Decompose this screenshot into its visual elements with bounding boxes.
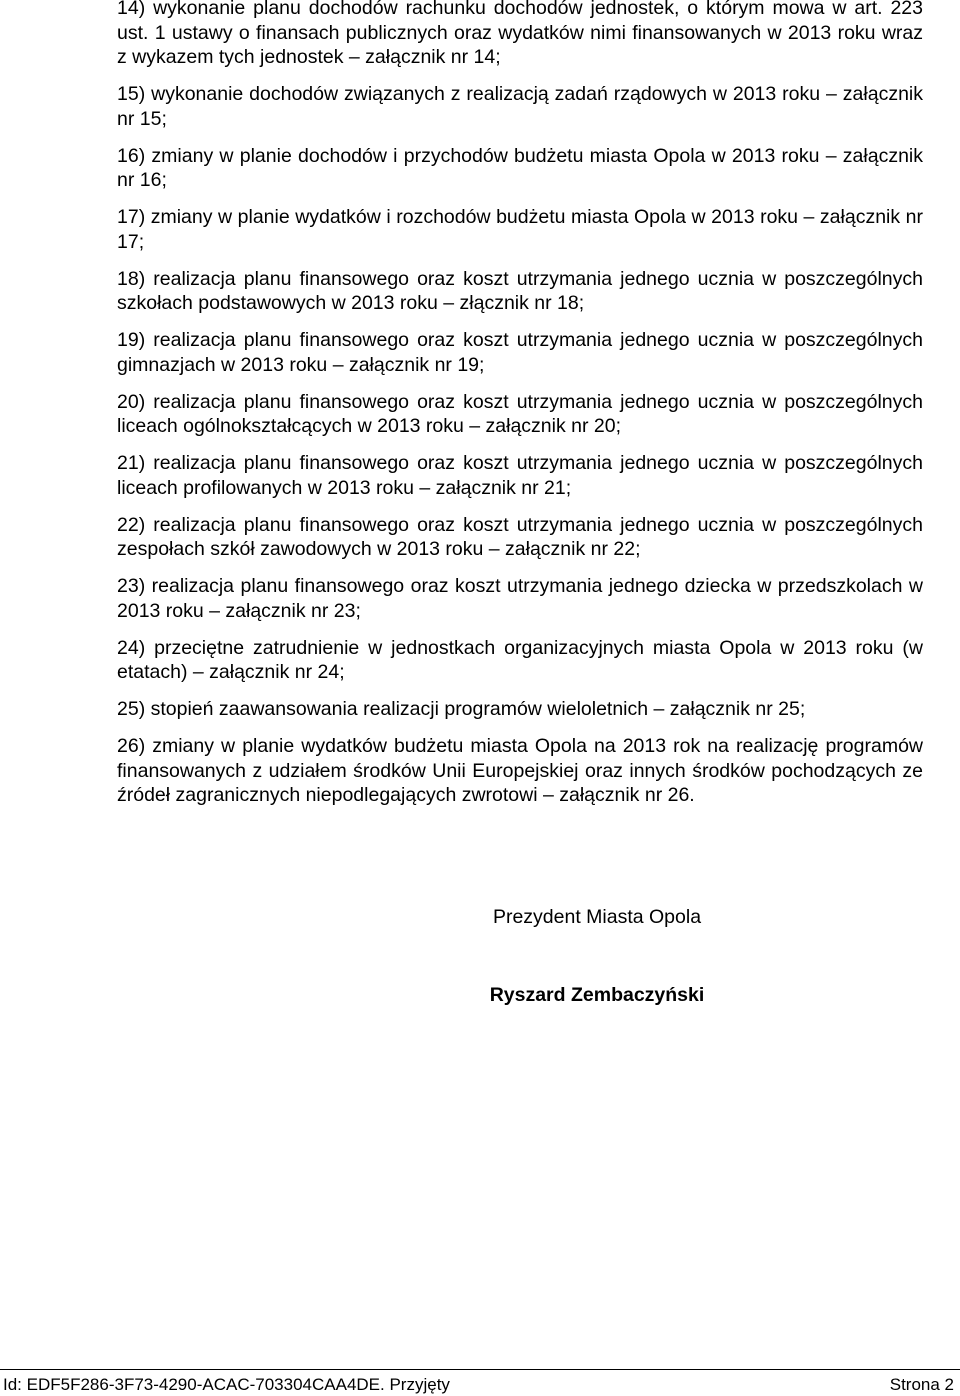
list-item-14: 14) wykonanie planu dochodów rachunku dochodów jednostek, o którym mowa w art. 223 ust. 1 ustawy o finansach publicznych oraz wydatków nimi finansowanych w 2013 roku wraz z wykazem tych jednostek – załącznik nr 14; [117,0,923,68]
document-id: Id: EDF5F286-3F73-4290-ACAC-703304CAA4DE. Przyjęty [3,1375,450,1394]
list-item-19: 19) realizacja planu finansowego oraz koszt utrzymania jednego ucznia w poszczególnych gimnazjach w 2013 roku – załącznik nr 19; [117,329,923,376]
signature-title: Prezydent Miasta Opola [492,906,702,928]
list-item-20: 20) realizacja planu finansowego oraz koszt utrzymania jednego ucznia w poszczególnych liceach ogólnokształcących w 2013 roku – załącznik nr 20; [117,390,923,437]
list-item-24: 24) przeciętne zatrudnienie w jednostkach organizacyjnych miasta Opola w 2013 roku (w etatach) – załącznik nr 24; [117,636,923,683]
signature-name: Ryszard Zembaczyński [489,984,705,1006]
list-item-26: 26) zmiany w planie wydatków budżetu miasta Opola na 2013 rok na realizację programów finansowanych z udziałem środków Unii Europejskiej oraz innych środków pochodzących ze źródeł zagranicznych niepodlegających zwrotowi – załącznik nr 26. [117,735,923,806]
document-body [117,0,923,820]
footer-divider [0,1369,960,1370]
list-item-18: 18) realizacja planu finansowego oraz koszt utrzymania jednego ucznia w poszczególnych szkołach podstawowych w 2013 roku – złącznik nr 18; [117,267,923,314]
list-item-15: 15) wykonanie dochodów związanych z realizacją zadań rządowych w 2013 roku – załącznik nr 15; [117,83,923,130]
list-item-21: 21) realizacja planu finansowego oraz koszt utrzymania jednego ucznia w poszczególnych liceach profilowanych w 2013 roku – załącznik nr 21; [117,452,923,499]
list-item-25: 25) stopień zaawansowania realizacji programów wieloletnich – załącznik nr 25; [117,698,806,720]
list-item-16: 16) zmiany w planie dochodów i przychodów budżetu miasta Opola w 2013 roku – załącznik nr 16; [117,144,923,191]
page-number: Strona 2 [889,1375,954,1394]
list-item-23: 23) realizacja planu finansowego oraz koszt utrzymania jednego dziecka w przedszkolach w 2013 roku – załącznik nr 23; [117,575,923,622]
list-item-22: 22) realizacja planu finansowego oraz koszt utrzymania jednego ucznia w poszczególnych zespołach szkół zawodowych w 2013 roku – załącznik nr 22; [117,513,923,560]
list-item-17: 17) zmiany w planie wydatków i rozchodów budżetu miasta Opola w 2013 roku – załącznik nr 17; [117,206,923,253]
